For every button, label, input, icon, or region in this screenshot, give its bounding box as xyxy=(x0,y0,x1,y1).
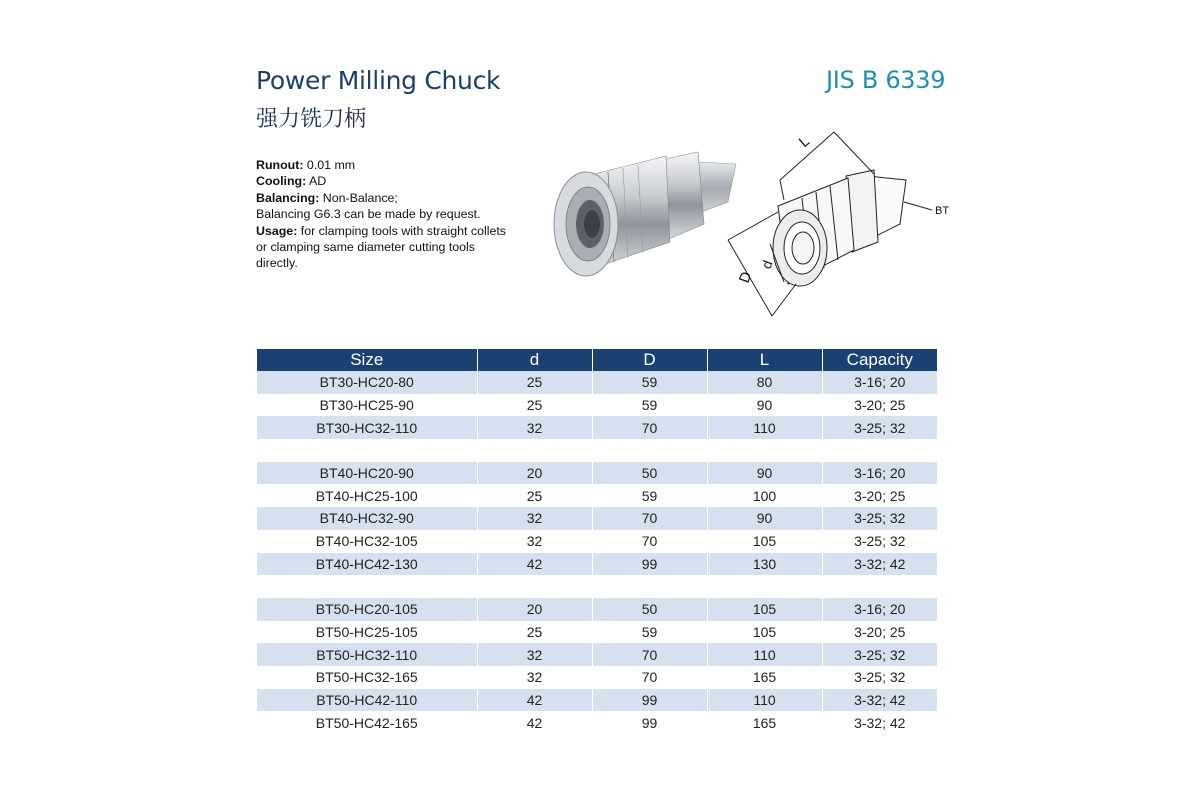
cell-capacity: 3-25; 32 xyxy=(822,507,937,530)
spec-runout xyxy=(256,157,508,173)
cell-L: 165 xyxy=(707,666,822,689)
cell-L: 105 xyxy=(707,530,822,553)
cell-D: 70 xyxy=(592,666,707,689)
cell-capacity: 3-16; 20 xyxy=(822,371,937,394)
cooling-value: AD xyxy=(306,174,327,189)
cell-size: BT50-HC20-105 xyxy=(257,598,477,621)
cell-L: 105 xyxy=(707,598,822,621)
cell-capacity: 3-32; 42 xyxy=(822,553,937,576)
cell-D: 59 xyxy=(592,394,707,417)
header-D: D xyxy=(592,349,707,371)
cell-D: 59 xyxy=(592,621,707,644)
table-row xyxy=(257,416,937,439)
table-header-row xyxy=(257,349,937,371)
table-row xyxy=(257,621,937,644)
cell-capacity: 3-32; 42 xyxy=(854,714,906,731)
cell-D: 99 xyxy=(592,689,707,712)
label-L: L xyxy=(796,133,813,152)
cooling-label: Cooling: xyxy=(256,174,307,189)
table-row xyxy=(257,484,937,507)
cell-capacity: 3-16; 20 xyxy=(822,462,937,485)
cell-d: 32 xyxy=(477,416,592,439)
cell-size: BT30-HC20-80 xyxy=(257,371,477,394)
cell-d: 32 xyxy=(477,666,592,689)
balancing-label: Balancing: xyxy=(256,190,320,205)
spec-balancing xyxy=(256,190,508,206)
group-spacer xyxy=(257,439,937,462)
cell-L: 90 xyxy=(707,507,822,530)
cell-capacity: 3-25; 32 xyxy=(854,669,906,686)
table-row xyxy=(257,394,937,417)
cell-size: BT50-HC32-165 xyxy=(257,666,477,689)
table-row xyxy=(257,462,937,485)
cell-d: 32 xyxy=(477,507,592,530)
usage-value: for clamping tools with straight collets or clamping same diameter cutting tools directly. xyxy=(256,223,506,271)
cell-L: 110 xyxy=(707,689,822,712)
table-row xyxy=(257,553,937,576)
chuck-photo xyxy=(548,142,738,287)
cell-D: 70 xyxy=(592,643,707,666)
cell-L: 165 xyxy=(707,711,822,734)
cell-d: 32 xyxy=(477,530,592,553)
cell-capacity: 3-20; 25 xyxy=(854,487,906,504)
cell-capacity: 3-25; 32 xyxy=(822,643,937,666)
cell-D: 70 xyxy=(592,507,707,530)
page-title-chinese: 强力铣刀柄 xyxy=(256,107,367,132)
header-L: L xyxy=(707,349,822,371)
cell-L: 110 xyxy=(707,416,822,439)
standard-code: JIS B 6339 xyxy=(826,66,946,94)
header-size: Size xyxy=(257,349,477,371)
label-BT: BT xyxy=(935,205,950,217)
cell-size: BT40-HC25-100 xyxy=(257,484,477,507)
cell-size: BT40-HC20-90 xyxy=(257,462,477,485)
cell-size: BT40-HC32-105 xyxy=(257,530,477,553)
cell-d: 20 xyxy=(477,598,592,621)
cell-d: 42 xyxy=(477,711,592,734)
label-D: D xyxy=(736,269,756,286)
table-row xyxy=(257,507,937,530)
cell-capacity: 3-32; 42 xyxy=(822,689,937,712)
cell-capacity: 3-20; 25 xyxy=(854,623,906,640)
cell-size: BT30-HC25-90 xyxy=(257,394,477,417)
label-d: d xyxy=(759,258,777,272)
balancing-value: Non-Balance; xyxy=(319,190,398,205)
cell-size: BT50-HC32-110 xyxy=(257,643,477,666)
table-row xyxy=(257,689,937,712)
balancing-note: Balancing G6.3 can be made by request. xyxy=(256,207,481,222)
runout-value: 0.01 mm xyxy=(303,158,356,172)
header-d: d xyxy=(477,349,592,371)
cell-capacity: 3-25; 32 xyxy=(822,416,937,439)
cell-d: 25 xyxy=(477,394,592,417)
cell-size: BT50-HC42-165 xyxy=(257,711,477,734)
cell-capacity: 3-16; 20 xyxy=(822,598,937,621)
cell-D: 50 xyxy=(592,462,707,485)
cell-size: BT50-HC42-110 xyxy=(257,689,477,712)
cell-D: 70 xyxy=(592,416,707,439)
table-body xyxy=(257,371,937,734)
cell-L: 130 xyxy=(707,553,822,576)
cell-D: 99 xyxy=(592,553,707,576)
cell-capacity: 3-20; 25 xyxy=(854,397,906,414)
cell-L: 105 xyxy=(707,621,822,644)
cell-d: 32 xyxy=(477,643,592,666)
table-row xyxy=(257,666,937,689)
spec-notes xyxy=(256,157,508,272)
cell-size: BT30-HC32-110 xyxy=(257,416,477,439)
cell-d: 20 xyxy=(477,462,592,485)
usage-label: Usage: xyxy=(256,223,298,238)
cell-d: 25 xyxy=(477,484,592,507)
cell-L: 80 xyxy=(707,371,822,394)
cell-d: 25 xyxy=(477,621,592,644)
table-row xyxy=(257,711,937,734)
cell-d: 42 xyxy=(477,553,592,576)
cell-capacity: 3-25; 32 xyxy=(854,533,906,550)
table-row xyxy=(257,530,937,553)
cell-D: 70 xyxy=(592,530,707,553)
spec-usage xyxy=(256,223,508,272)
cell-size: BT50-HC25-105 xyxy=(257,621,477,644)
cell-size: BT40-HC32-90 xyxy=(257,507,477,530)
cell-d: 42 xyxy=(477,689,592,712)
group-spacer xyxy=(257,575,937,598)
cell-D: 99 xyxy=(592,711,707,734)
table-row xyxy=(257,643,937,666)
table-row xyxy=(257,371,937,394)
cell-d: 25 xyxy=(477,371,592,394)
cell-L: 90 xyxy=(707,462,822,485)
cell-D: 59 xyxy=(592,484,707,507)
cell-D: 50 xyxy=(592,598,707,621)
table-row xyxy=(257,598,937,621)
page-title: Power Milling Chuck xyxy=(256,66,501,95)
runout-label: Runout: xyxy=(256,158,304,172)
header-capacity: Capacity xyxy=(822,349,937,371)
chuck-drawing xyxy=(718,124,958,329)
cell-D: 59 xyxy=(592,371,707,394)
spec-table xyxy=(257,349,937,734)
cell-size: BT40-HC42-130 xyxy=(257,553,477,576)
spec-cooling xyxy=(256,173,508,189)
cell-L: 90 xyxy=(707,394,822,417)
cell-L: 110 xyxy=(707,643,822,666)
cell-L: 100 xyxy=(707,484,822,507)
